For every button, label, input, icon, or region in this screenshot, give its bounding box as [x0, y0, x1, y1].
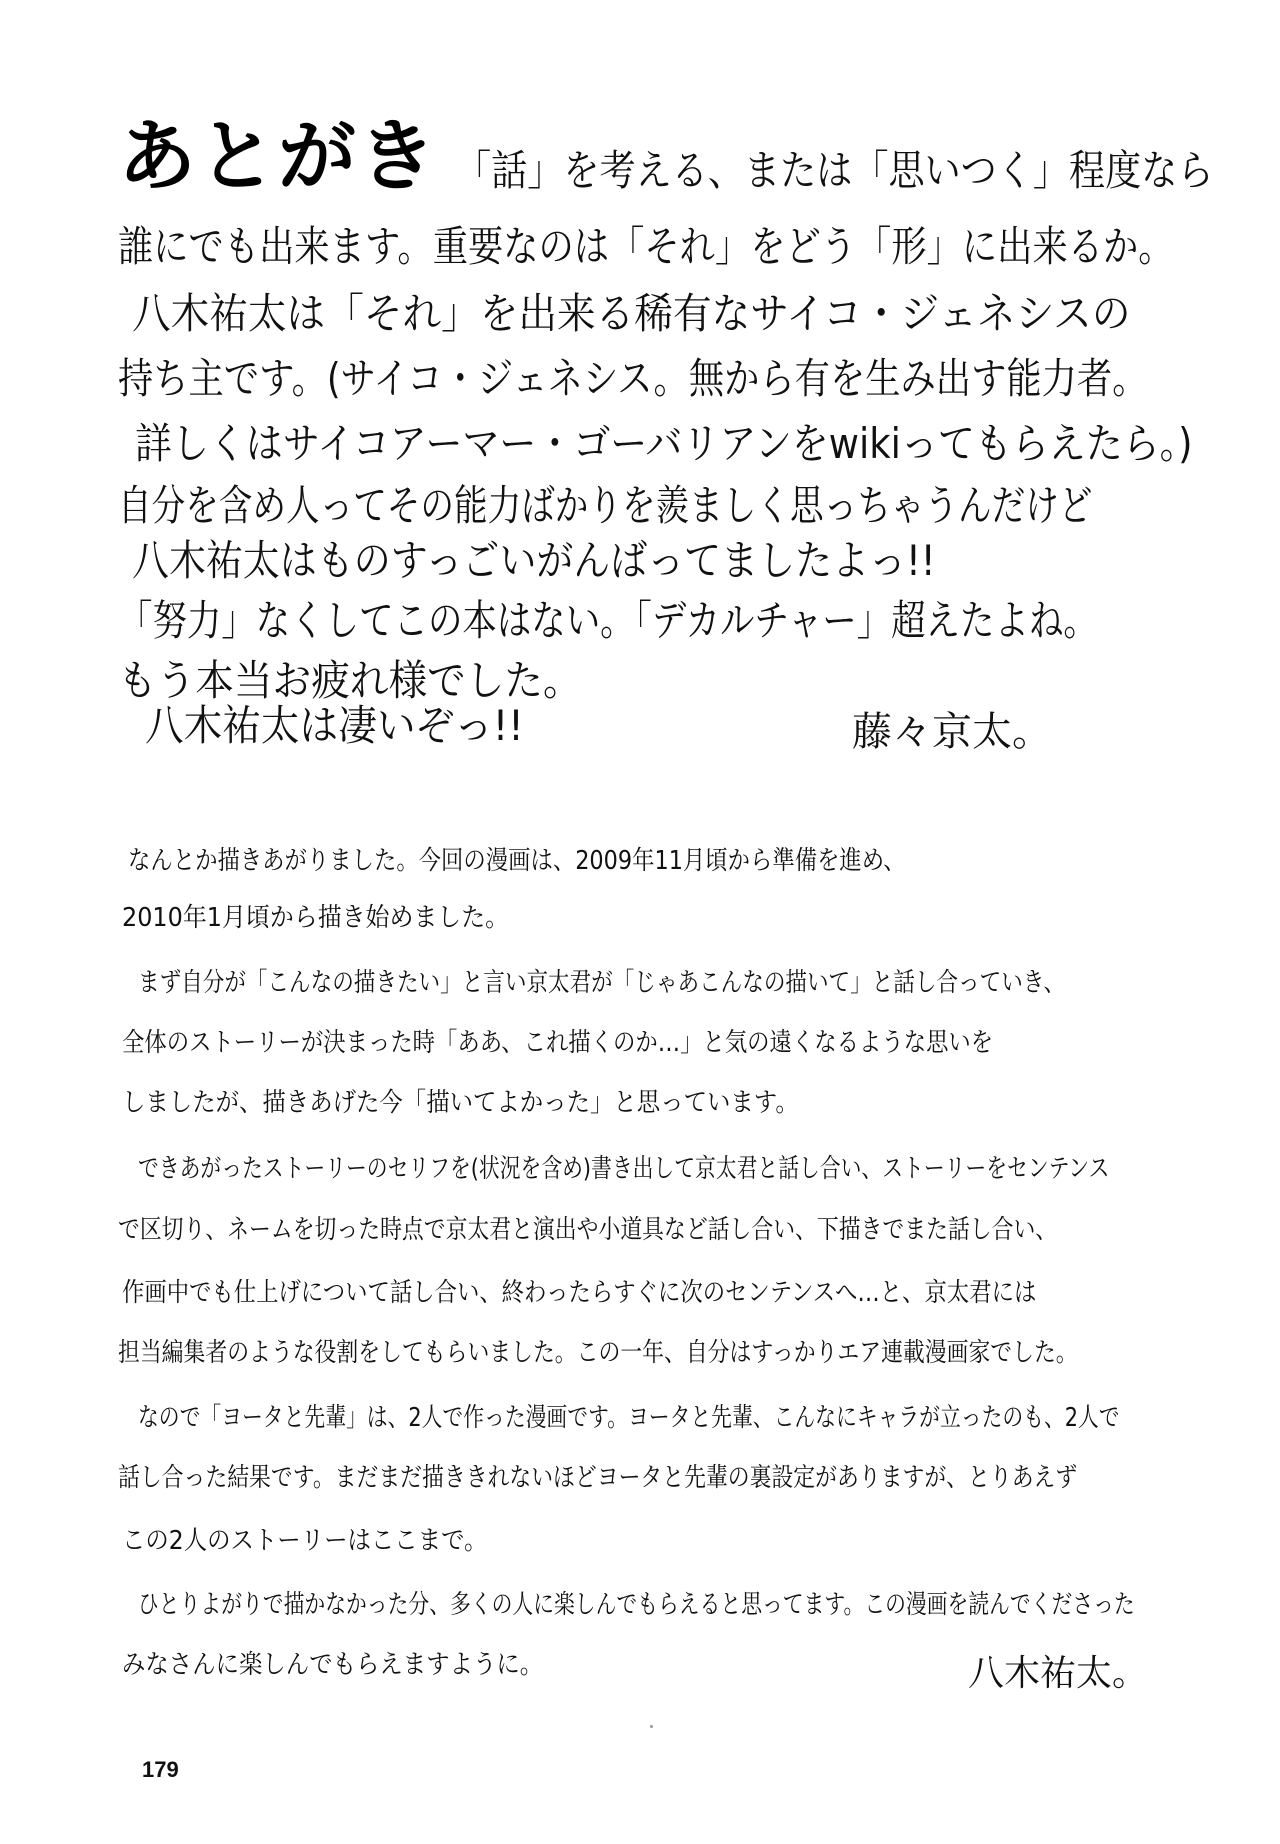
afterword-line: 詳しくはサイコアーマー・ゴーバリアンをwikiってもらえたら。): [135, 419, 1193, 468]
afterword-line: 八木祐太はものすっごいがんばってましたよっ!!: [132, 536, 936, 585]
message-line: 全体のストーリーが決まった時「ああ、これ描くのか…」と気の遠くなるような思いを: [122, 1028, 994, 1058]
afterword-line: 「話」を考える、または「思いつく」程度なら: [455, 146, 1214, 195]
message-line: なんとか描きあがりました。今回の漫画は、2009年11月頃から準備を進め、: [128, 846, 906, 876]
afterword-signature: 藤々京太。: [852, 709, 1052, 755]
message-line: なので「ヨータと先輩」は、2人で作った漫画です。ヨータと先輩、こんなにキャラが立ったのも、2人で: [138, 1403, 1120, 1433]
stray-mark: [650, 1725, 653, 1728]
afterword-line: もう本当お疲れ様でした。: [118, 656, 582, 705]
message-signature: 八木祐太。: [968, 1653, 1149, 1694]
message-line: この2人のストーリーはここまで。: [122, 1526, 488, 1556]
page-number: 179: [142, 1757, 179, 1782]
afterword-line: 持ち主です。(サイコ・ジェネシス。無から有を生み出す能力者。: [118, 354, 1148, 403]
message-line: 話し合った結果です。まだまだ描ききれないほどヨータと先輩の裏設定がありますが、とりあえず: [118, 1463, 1078, 1493]
message-line: ひとりよがりで描かなかった分、多くの人に楽しんでもらえると思ってます。この漫画を読んでくださった: [138, 1590, 1135, 1620]
afterword-line: 自分を含め人ってその能力ばかりを羨ましく思っちゃうんだけど: [118, 481, 1093, 530]
afterword-title: あとがき: [118, 112, 439, 202]
message-line: 担当編集者のような役割をしてもらいました。この一年、自分はすっかりエア連載漫画家でした。: [118, 1338, 1078, 1368]
message-line: みなさんに楽しんでもらえますように。: [122, 1650, 544, 1680]
afterword-line: 八木祐太は凄いぞっ!!: [145, 701, 524, 750]
message-line: で区切り、ネームを切った時点で京太君と演出や小道具など話し合い、下描きでまた話し合い、: [118, 1215, 1058, 1245]
message-line: 2010年1月頃から描き始めました。: [122, 903, 510, 933]
message-line: できあがったストーリーのセリフを(状況を含め)書き出して京太君と話し合い、ストーリーをセンテンス: [138, 1154, 1110, 1184]
message-line: 作画中でも仕上げについて話し合い、終わったらすぐに次のセンテンスへ…と、京太君には: [122, 1278, 1037, 1308]
afterword-line: 八木祐太は「それ」を出来る稀有なサイコ・ジェネシスの: [132, 289, 1131, 338]
message-line: しましたが、描きあげた今「描いてよかった」と思っています。: [122, 1088, 799, 1118]
message-line: まず自分が「こんなの描きたい」と言い京太君が「じゃあこんなの描いて」と話し合っていき、: [138, 968, 1066, 998]
afterword-line: 「努力」なくしてこの本はない。「デカルチャー」超えたよね。: [118, 596, 1098, 645]
afterword-line: 誰にでも出来ます。重要なのは「それ」をどう「形」に出来るか。: [118, 222, 1174, 271]
